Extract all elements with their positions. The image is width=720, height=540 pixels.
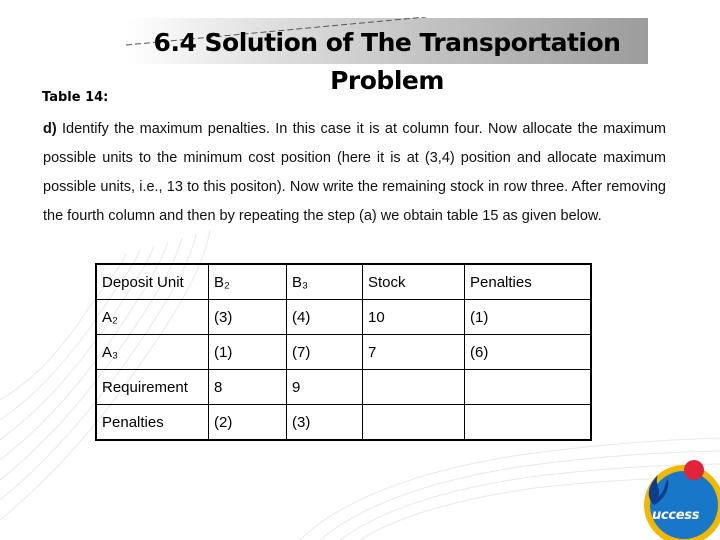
slide-title: 6.4 Solution of The Transportation Problem (153, 28, 621, 95)
header-cell: B₃ (287, 264, 363, 300)
header-cell: Deposit Unit (96, 264, 209, 300)
success-logo-icon (636, 455, 720, 540)
step-label: d) (43, 121, 57, 137)
table-cell: Penalties (96, 405, 209, 441)
table-cell: (1) (465, 300, 592, 335)
table-cell: Requirement (96, 370, 209, 405)
allocation-table (95, 263, 592, 441)
table-cell (465, 370, 592, 405)
header-cell: Stock (363, 264, 465, 300)
table-cell: 10 (363, 300, 465, 335)
table-row (96, 335, 591, 370)
table-row (96, 300, 591, 335)
header-cell: B₂ (209, 264, 287, 300)
table-header-row (96, 264, 591, 300)
table-cell: (1) (209, 335, 287, 370)
table-cell: 9 (287, 370, 363, 405)
table-cell: 7 (363, 335, 465, 370)
table-cell: (4) (287, 300, 363, 335)
step-text: Identify the maximum penalties. In this case it is at column four. Now allocate the maximum possible units to the minimum cost position (here it is at (3,4) position and allocate maximum possible units, i.e., 13 to this positon). Now write the remaining stock in row three. After removing the fourth column and then by repeating the step (a) we obtain table 15 as given below. (43, 121, 666, 224)
table-cell: A₂ (96, 300, 209, 335)
table-cell: (6) (465, 335, 592, 370)
table-cell (363, 405, 465, 441)
table-cell (363, 370, 465, 405)
table-cell (465, 405, 592, 441)
table-cell: 8 (209, 370, 287, 405)
instruction-paragraph (43, 115, 666, 231)
table-row (96, 405, 591, 441)
logo-text: uccess (652, 508, 700, 523)
table-cell: (7) (287, 335, 363, 370)
table-cell: (3) (209, 300, 287, 335)
table-cell: (3) (287, 405, 363, 441)
header-cell: Penalties (465, 264, 592, 300)
table-row (96, 370, 591, 405)
table-cell: A₃ (96, 335, 209, 370)
table-cell: (2) (209, 405, 287, 441)
table-label: Table 14: (42, 90, 109, 105)
